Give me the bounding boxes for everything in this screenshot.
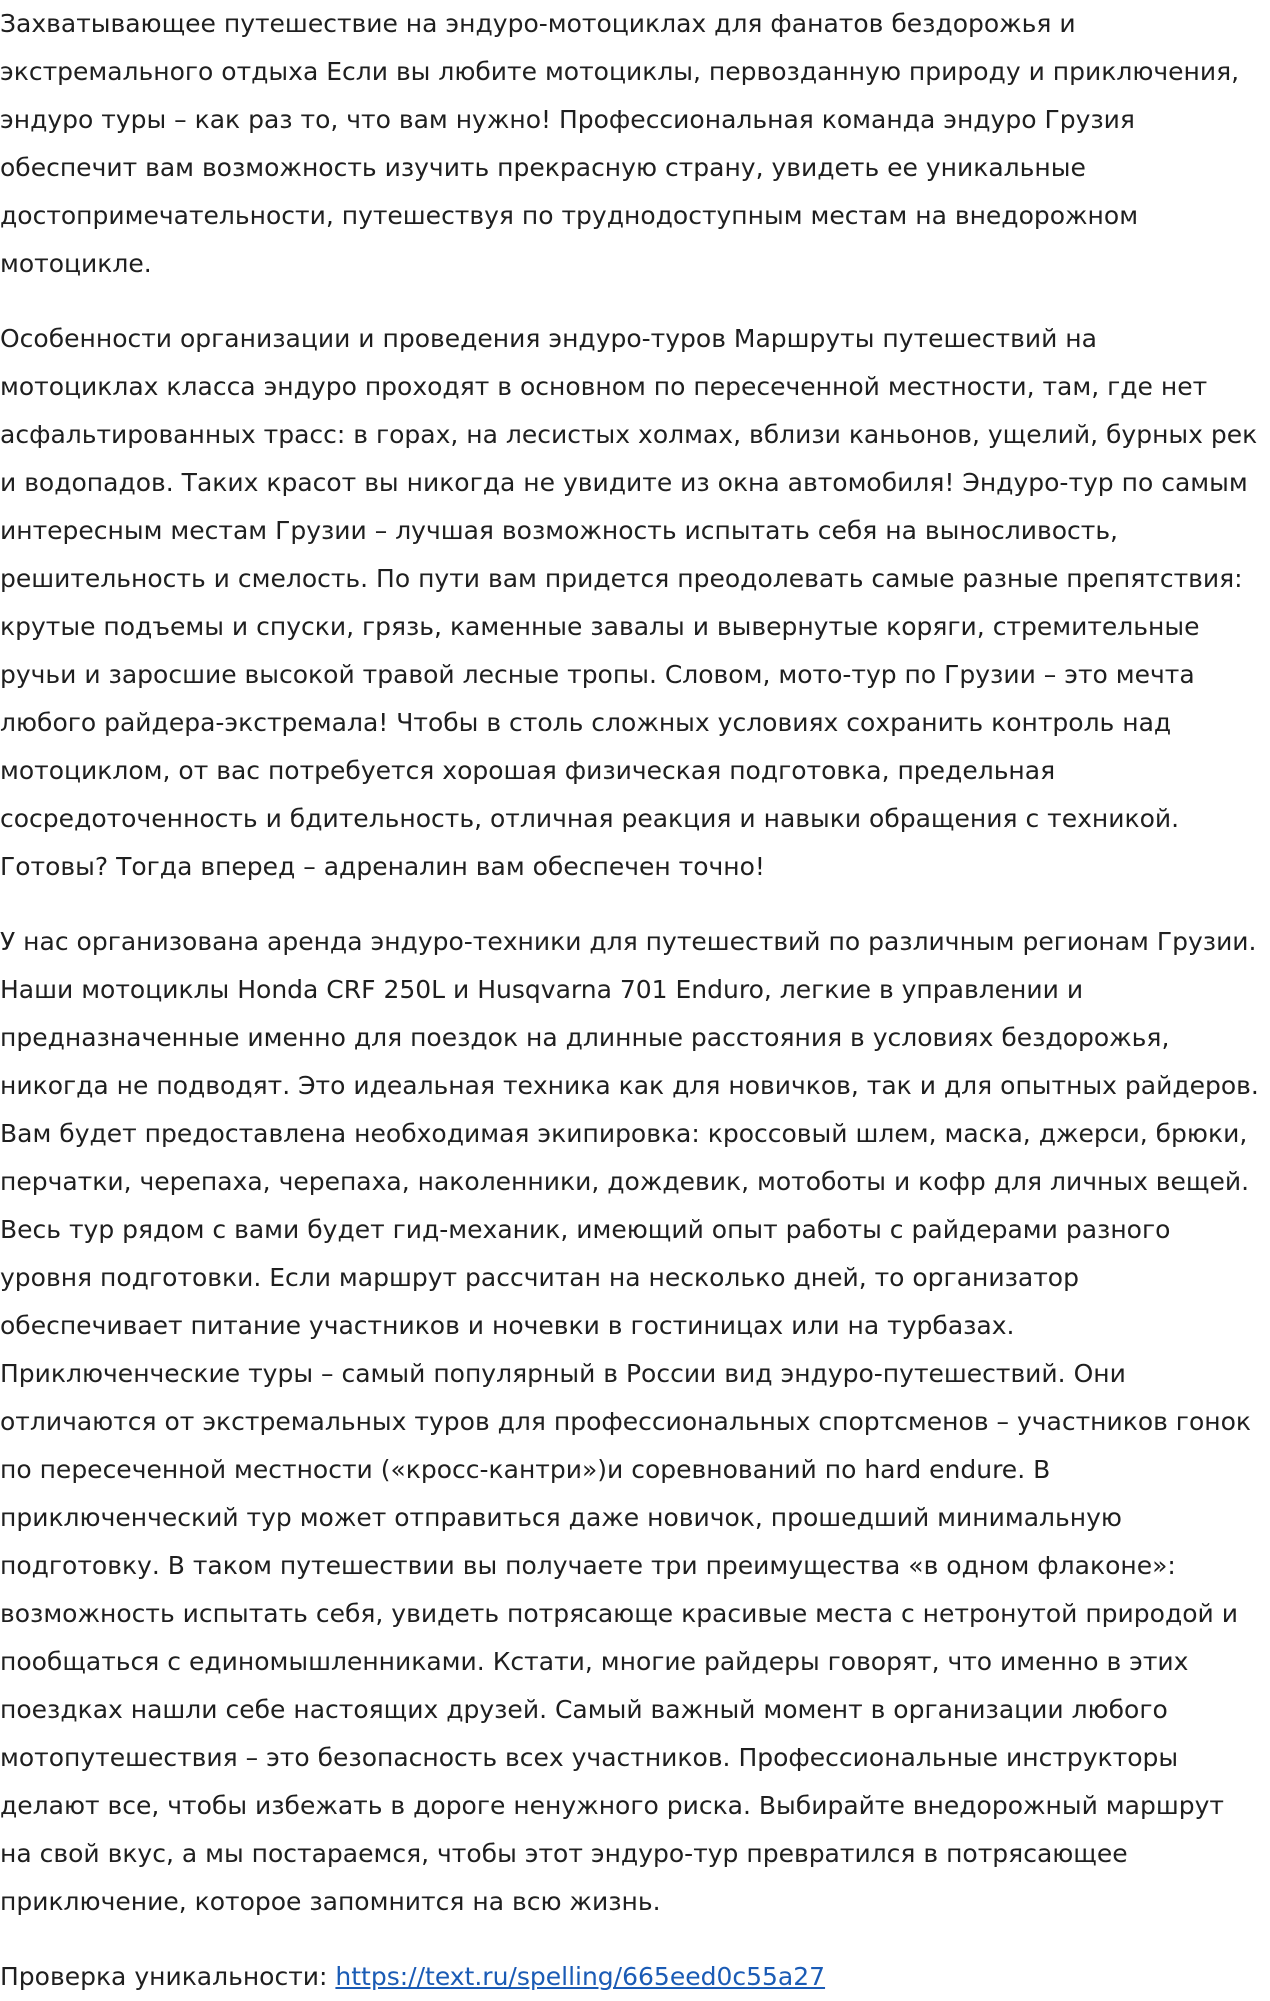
uniqueness-check-line: [0, 1953, 1262, 2001]
paragraph-intro: Захватывающее путешествие на эндуро-мотоциклах для фанатов бездорожья и экстремального отдыха Если вы любите мотоциклы, первозданную природу и приключения, эндуро туры – как раз то, что вам нужно! Профессиональная команда эндуро Грузия обеспечит вам возможность изучить прекрасную страну, увидеть ее уникальные достопримечательности, путешествуя по труднодоступным местам на внедорожном мотоцикле.: [0, 9, 1240, 278]
paragraph-rental: У нас организована аренда эндуро-техники для путешествий по различным регионам Грузии. Наши мотоциклы Honda CRF 250L и Husqvarna 701 Enduro, легкие в управлении и предназначенные именно для поездок на длинные расстояния в условиях бездорожья, никогда не подводят. Это идеальная техника как для новичков, так и для опытных райдеров. Вам будет предоставлена необходимая экипировка: кроссовый шлем, маска, джерси, брюки, перчатки, черепаха, черепаха, наколенники, дождевик, мотоботы и кофр для личных вещей. Весь тур рядом с вами будет гид-механик, имеющий опыт работы с райдерами разного уровня подготовки. Если маршрут рассчитан на несколько дней, то организатор обеспечивает питание участников и ночевки в гостиницах или на турбазах. Приключенческие туры – самый популярный в России вид эндуро-путешествий. Они отличаются от экстремальных туров для профессиональных спортсменов – участников гонок по пересеченной местности («кросс-кантри»)и соревнований по hard endure. В приключенческий тур может отправиться даже новичок, прошедший минимальную подготовку. В таком путешествии вы получаете три преимущества «в одном флаконе»: возможность испытать себя, увидеть потрясающе красивые места с нетронутой природой и пообщаться с единомышленниками. Кстати, многие райдеры говорят, что именно в этих поездках нашли себе настоящих друзей. Самый важный момент в организации любого мотопутешествия – это безопасность всех участников. Профессиональные инструкторы делают все, чтобы избежать в дороге ненужного риска. Выбирайте внедорожный маршрут на свой вкус, а мы постараемся, чтобы этот эндуро-тур превратился в потрясающее приключение, которое запомнится на всю жизнь.: [0, 927, 1259, 1916]
uniqueness-label: Проверка уникальности:: [0, 1962, 336, 1991]
uniqueness-link[interactable]: https://text.ru/spelling/665eed0c55a27: [335, 1962, 826, 1991]
paragraph-tour-features: Особенности организации и проведения эндуро-туров Маршруты путешествий на мотоциклах класса эндуро проходят в основном по пересеченной местности, там, где нет асфальтированных трасс: в горах, на лесистых холмах, вблизи каньонов, ущелий, бурных рек и водопадов. Таких красот вы никогда не увидите из окна автомобиля! Эндуро-тур по самым интересным местам Грузии – лучшая возможность испытать себя на выносливость, решительность и смелость. По пути вам придется преодолевать самые разные препятствия: крутые подъемы и спуски, грязь, каменные завалы и вывернутые коряги, стремительные ручьи и заросшие высокой травой лесные тропы. Словом, мото-тур по Грузии – это мечта любого райдера-экстремала! Чтобы в столь сложных условиях сохранить контроль над мотоциклом, от вас потребуется хорошая физическая подготовка, предельная сосредоточенность и бдительность, отличная реакция и навыки обращения с техникой. Готовы? Тогда вперед – адреналин вам обеспечен точно!: [0, 324, 1258, 881]
